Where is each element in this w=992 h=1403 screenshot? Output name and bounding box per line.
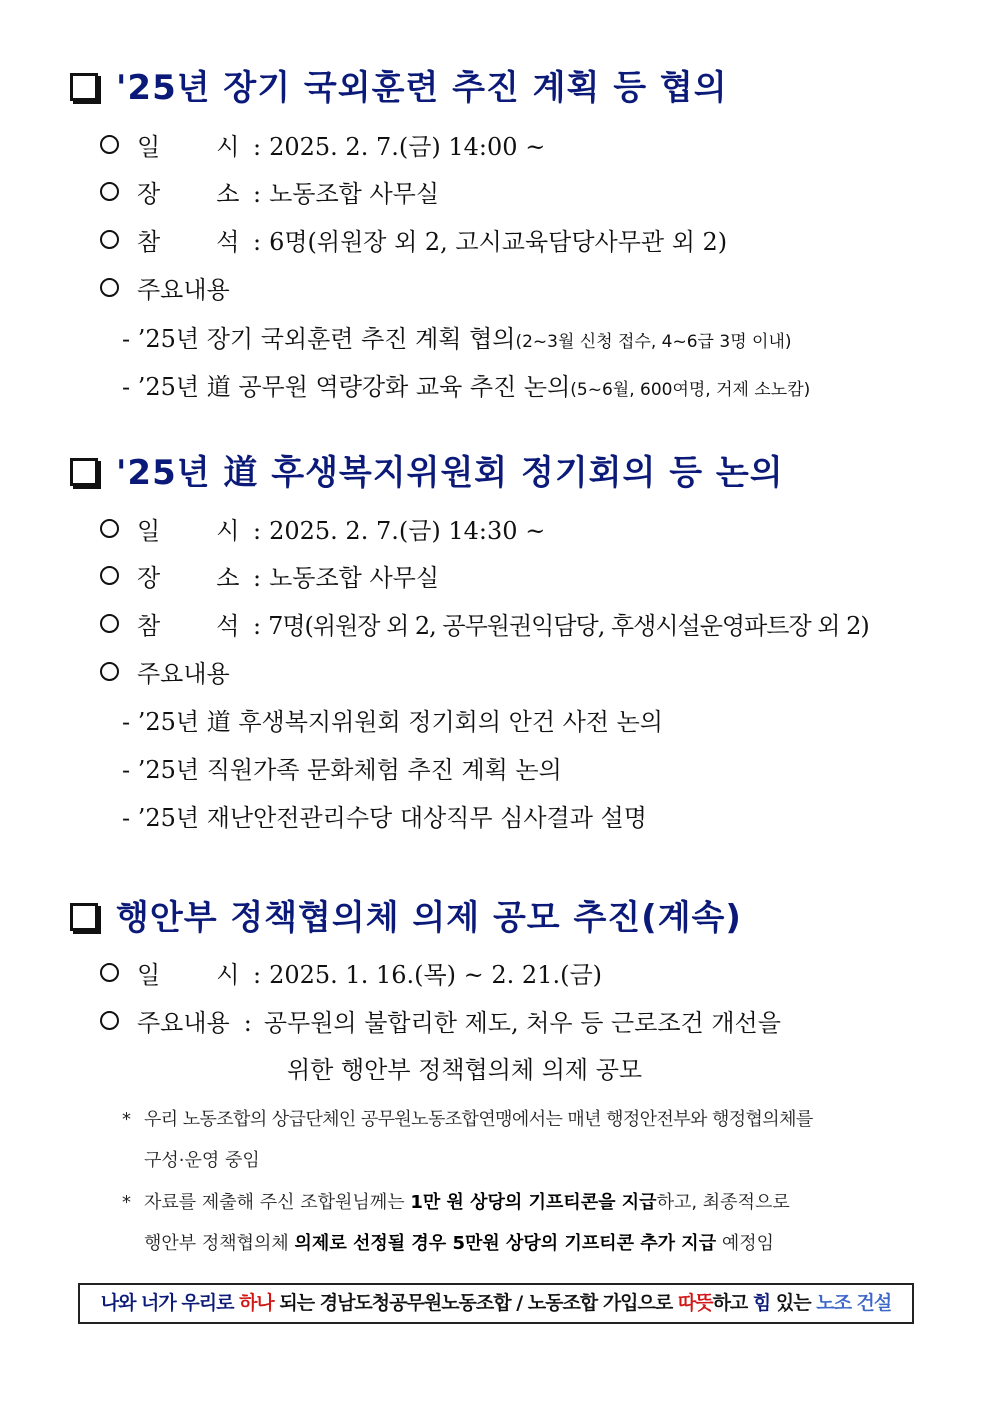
slogan-banner: 나와 너가 우리로 하나 되는 경남도청공무원노동조합 / 노동조합 가입으로 따뜻하고 힘 있는 노조 건설	[78, 1283, 914, 1324]
info-row-date: 일 시 : 2025. 1. 16.(목) ~ 2. 21.(금)	[100, 959, 602, 991]
content-subitem: - ’25년 재난안전관리수당 대상직무 심사결과 설명	[122, 804, 647, 832]
circle-bullet-icon	[100, 135, 119, 154]
footnote-2: * 자료를 제출해 주신 조합원님께는 1만 원 상당의 기프티콘을 지급하고, 최종적으로 행안부 정책협의체 의제로 선정될 경우 5만원 상당의 기프티콘 추가 지급 예정임	[122, 1192, 790, 1254]
checkbox-square-icon	[70, 73, 98, 101]
section-title-3: 행안부 정책협의체 의제 공모 추진(계속)	[70, 898, 742, 938]
circle-bullet-icon	[100, 662, 119, 681]
circle-bullet-icon	[100, 182, 119, 201]
info-row-content: 주요내용 : 공무원의 불합리한 제도, 처우 등 근로조건 개선을	[100, 1007, 781, 1039]
info-row-content: 주요내용	[100, 658, 230, 690]
circle-bullet-icon	[100, 963, 119, 982]
info-row-place: 장 소 : 노동조합 사무실	[100, 562, 439, 594]
checkbox-square-icon	[70, 458, 98, 486]
info-row-content-continued: 위한 행안부 정책협의체 의제 공모	[287, 1056, 643, 1084]
info-value: 노동조합 사무실	[269, 180, 440, 208]
section-title-1: '25년 장기 국외훈련 추진 계획 등 협의	[70, 68, 728, 108]
circle-bullet-icon	[100, 230, 119, 249]
info-value: 6명(위원장 외 2, 고시교육담당사무관 외 2)	[269, 228, 728, 256]
circle-bullet-icon	[100, 278, 119, 297]
info-value: 노동조합 사무실	[269, 564, 440, 592]
circle-bullet-icon	[100, 614, 119, 633]
info-row-date: 일 시 : 2025. 2. 7.(금) 14:30 ~	[100, 515, 545, 547]
circle-bullet-icon	[100, 1011, 119, 1030]
circle-bullet-icon	[100, 566, 119, 585]
info-value: 7명(위원장 외 2, 공무원권익담당, 후생시설운영파트장 외 2)	[268, 612, 869, 640]
circle-bullet-icon	[100, 519, 119, 538]
checkbox-square-icon	[70, 903, 98, 931]
content-subitem: - ’25년 직원가족 문화체험 추진 계획 논의	[122, 756, 562, 784]
footnote-1: * 우리 노동조합의 상급단체인 공무원노동조합연맹에서는 매년 행정안전부와 행정협의체를 구성·운영 중임	[122, 1109, 813, 1171]
info-row-attendees: 참 석 : 7명(위원장 외 2, 공무원권익담당, 후생시설운영파트장 외 2)	[100, 610, 869, 642]
content-subitem: - ’25년 장기 국외훈련 추진 계획 협의(2~3월 신청 접수, 4~6급 3명 이내)	[122, 325, 792, 353]
info-row-place: 장 소 : 노동조합 사무실	[100, 178, 439, 210]
content-subitem: - ’25년 道 후생복지위원회 정기회의 안건 사전 논의	[122, 708, 663, 736]
section-title-2: '25년 道 후생복지위원회 정기회의 등 논의	[70, 453, 784, 493]
content-subitem: - ’25년 道 공무원 역량강화 교육 추진 논의(5~6월, 600여명, 거제 소노캄)	[122, 373, 811, 401]
info-row-attendees: 참 석 : 6명(위원장 외 2, 고시교육담당사무관 외 2)	[100, 226, 727, 258]
info-value: 2025. 2. 7.(금) 14:00 ~	[269, 133, 546, 161]
info-row-content: 주요내용	[100, 274, 230, 306]
info-value: 2025. 1. 16.(목) ~ 2. 21.(금)	[269, 961, 603, 989]
info-row-date: 일 시 : 2025. 2. 7.(금) 14:00 ~	[100, 131, 545, 163]
info-value: 2025. 2. 7.(금) 14:30 ~	[269, 517, 546, 545]
